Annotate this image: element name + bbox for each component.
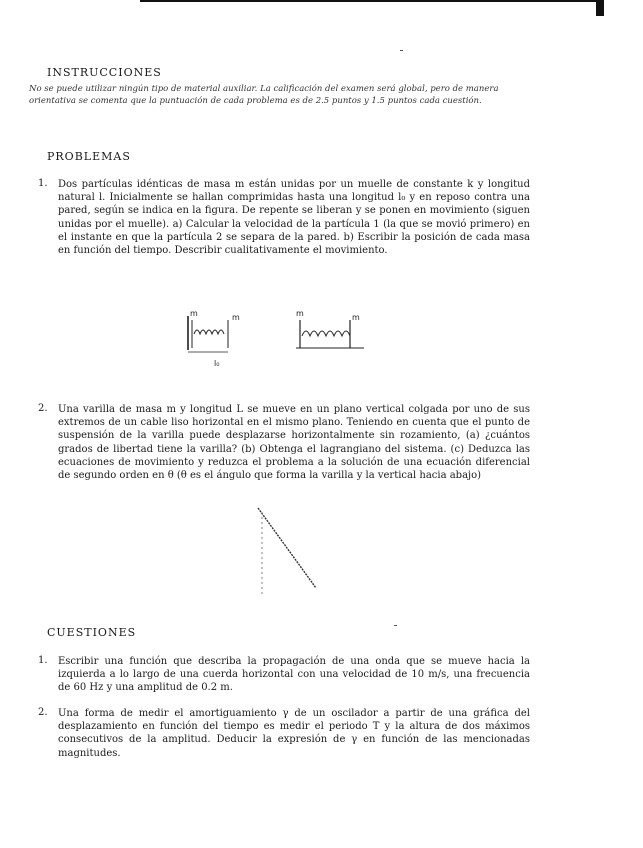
question-2-number: 2. <box>38 707 48 718</box>
problem-1-number: 1. <box>38 178 48 189</box>
top-rule <box>140 0 602 2</box>
label-l0: l₀ <box>214 359 220 368</box>
problem-1-text: Dos partículas idénticas de masa m están unidas por un muelle de constante k y longitud natural l. Inicialmente se hallan comprimidas hasta una longitud l₀ y en reposo contra una pared, según se indica en la figura. De repente se liberan y se ponen en movimiento (siguen unidas por el muelle). a) Calcular la velocidad de la partícula 1 (la que se movió primero) en el instante en que la partícula 2 se separa de la pared. b) Escribir la posición de cada masa en función del tiempo. Describir cualitativamente el movimiento. <box>58 179 530 257</box>
problem-2-text: Una varilla de masa m y longitud L se mueve en un plano vertical colgada por uno de sus extremos de un cable liso horizontal en el mismo plano. Teniendo en cuenta que el punto de suspensión de la varilla puede desplazarse horizontalmente sin rozamiento, (a) ¿cuántos grados de libertad tiene la varilla? (b) Obtenga el lagrangiano del sistema. (c) Deduzca las ecuaciones de movimiento y reduzca el problema a la solución de una ecuación diferencial de segundo orden en θ (θ es el ángulo que forma la varilla y la vertical hacia abajo) <box>58 404 530 482</box>
top-corner-mark <box>596 0 604 16</box>
instrucciones-text: No se puede utilizar ningún tipo de material auxiliar. La calificación del examen será global, pero de manera orientativa se comenta que la puntuación de cada problema es de 2.5 puntos y 1.5 puntos cada cuestión. <box>29 84 499 106</box>
label-m-right-a: m <box>296 309 304 318</box>
question-1-number: 1. <box>38 655 48 666</box>
rod <box>258 508 316 588</box>
scan-speck-2 <box>394 625 397 626</box>
problem-2-number: 2. <box>38 403 48 414</box>
cuestiones-heading: CUESTIONES <box>47 626 137 639</box>
figure-rod <box>240 500 330 600</box>
question-2-text: Una forma de medir el amortiguamiento γ de un oscilador a partir de una gráfica del desplazamiento en función del tiempo es medir el periodo T y la altura de dos máximos consecutivos de la amplitud. Deducir la expresión de γ en función de las mencionadas magnitudes. <box>58 708 530 759</box>
spring-compressed <box>194 330 224 334</box>
figure-springs <box>180 302 380 370</box>
scan-speck <box>400 50 403 51</box>
instrucciones-heading: INSTRUCCIONES <box>47 66 162 79</box>
problemas-heading: PROBLEMAS <box>47 150 131 163</box>
label-m-right-b: m <box>352 313 360 322</box>
question-1-text: Escribir una función que describa la propagación de una onda que se mueve hacia la izquierda a lo largo de una cuerda horizontal con una velocidad de 10 m/s, una frecuencia de 60 Hz y una amplitud de 0.2 m. <box>58 656 530 694</box>
spring-extended <box>302 331 350 336</box>
label-m-left-a: m <box>190 309 198 318</box>
label-m-left-b: m <box>232 313 240 322</box>
